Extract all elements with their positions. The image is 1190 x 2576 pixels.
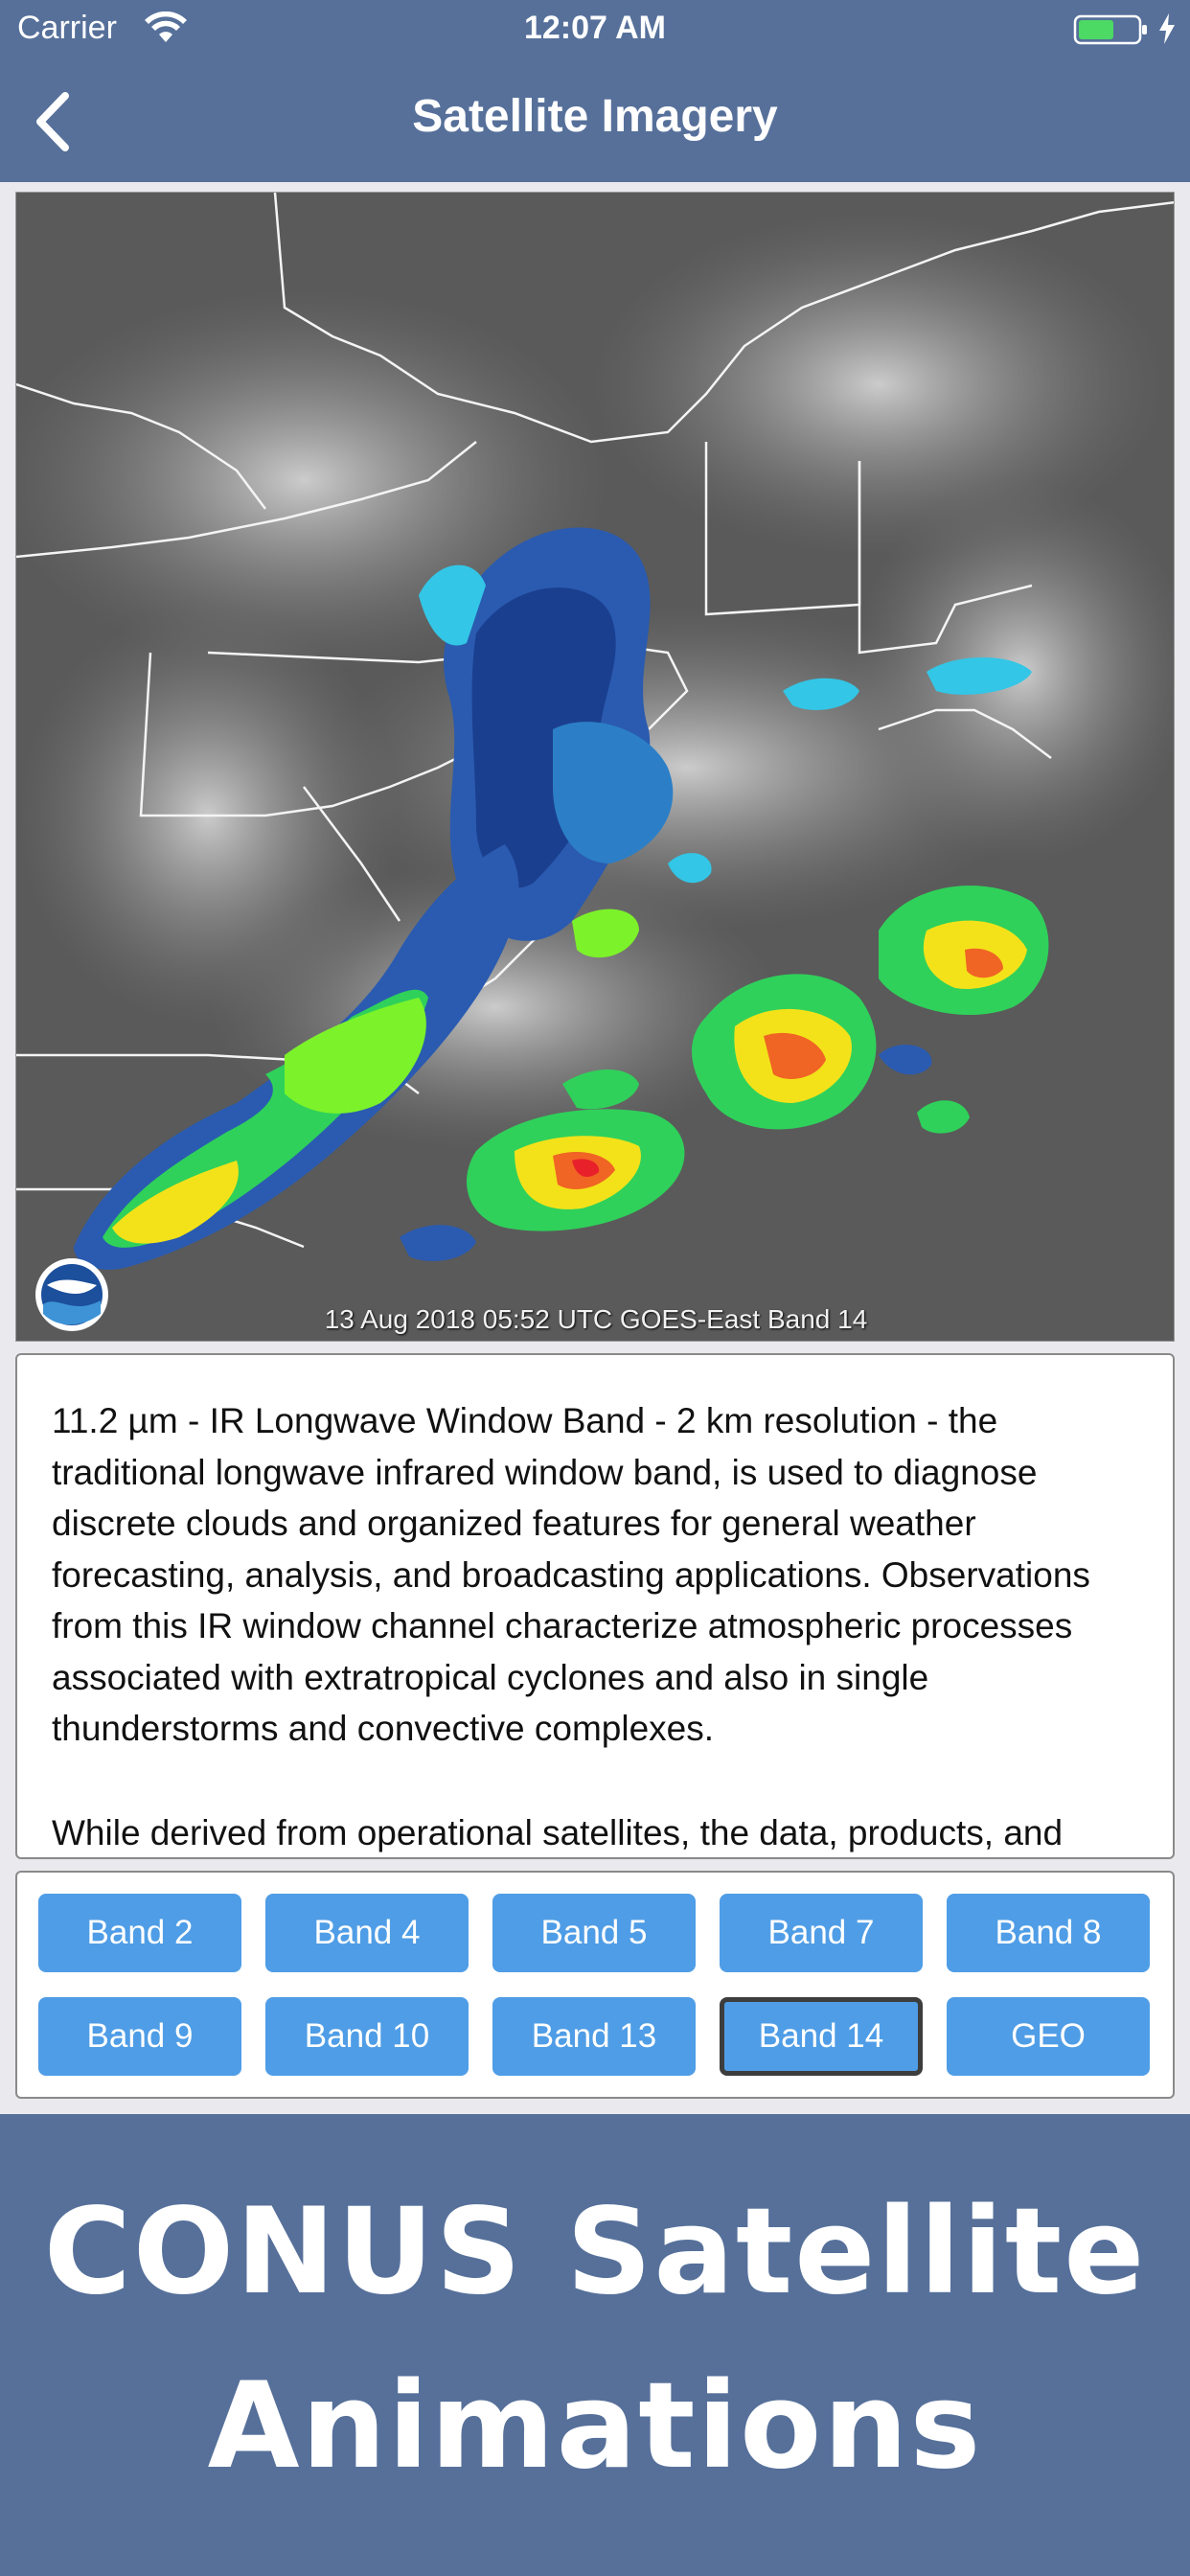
page-title: Satellite Imagery (412, 91, 778, 142)
promo-headline-line2: Animations (207, 2358, 983, 2496)
charging-icon (1157, 12, 1177, 51)
status-bar (0, 0, 1190, 58)
band-4-button[interactable]: Band 4 (265, 1894, 469, 1972)
promo-banner (0, 2114, 1190, 2576)
band-13-button[interactable]: Band 13 (492, 1997, 696, 2076)
description-paragraph-continued: While derived from operational satellites, the data, products, and (52, 1813, 1064, 1852)
band-selector (15, 1871, 1175, 2099)
navigation-bar (0, 58, 1190, 182)
band-description[interactable] (15, 1353, 1175, 1859)
band-8-button[interactable]: Band 8 (947, 1894, 1150, 1972)
band-14-button[interactable]: Band 14 (720, 1997, 923, 2076)
band-10-button[interactable]: Band 10 (265, 1997, 469, 2076)
battery-icon (1073, 13, 1150, 51)
band-5-button[interactable]: Band 5 (492, 1894, 696, 1972)
satellite-image (15, 192, 1175, 1342)
carrier-label: Carrier (17, 10, 117, 46)
band-2-button[interactable]: Band 2 (38, 1894, 241, 1972)
image-caption: 13 Aug 2018 05:52 UTC GOES-East Band 14 (324, 1304, 868, 1334)
band-9-button[interactable]: Band 9 (38, 1997, 241, 2076)
promo-headline-line1: CONUS Satellite (43, 2183, 1147, 2321)
clock: 12:07 AM (523, 10, 667, 46)
band-7-button[interactable]: Band 7 (720, 1894, 923, 1972)
description-paragraph: 11.2 µm - IR Longwave Window Band - 2 km resolution - the traditional longwave infrared window band, is used to diagnose discrete clouds and organized features for general weather forecasting, analysis, and broadcasting applications. Observations from this IR window channel characterize atmospheric processes associated with extratropical cyclones and also in single thunderstorms and convective complexes. (52, 1401, 1090, 1748)
geo-button[interactable]: GEO (947, 1997, 1150, 2076)
